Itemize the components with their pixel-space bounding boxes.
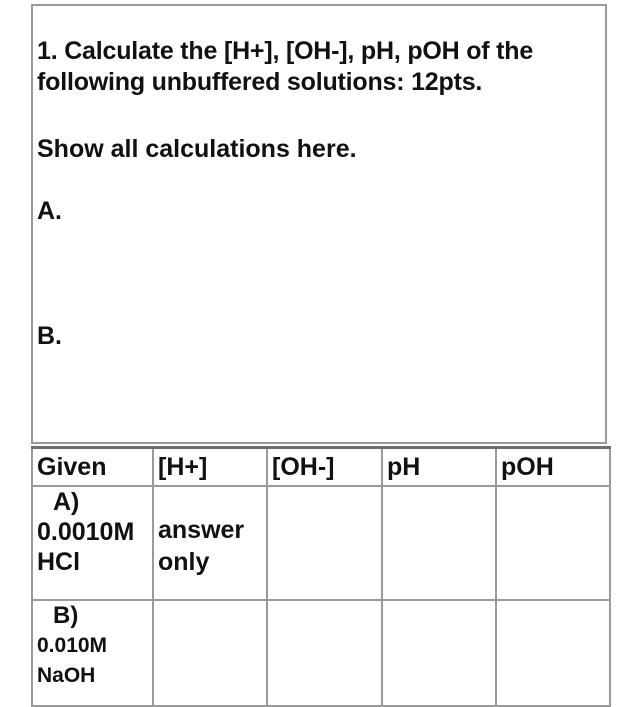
ph-cell-a[interactable] — [382, 486, 496, 600]
table-header-row — [32, 448, 610, 487]
table-row — [32, 486, 610, 600]
header-oh-minus: [OH-] — [267, 448, 382, 487]
table-row — [32, 600, 610, 706]
poh-cell-b[interactable] — [496, 600, 610, 706]
question-title: 1. Calculate the [H+], [OH-], pH, pOH of the following unbuffered solutions: 12pts. — [37, 37, 534, 96]
header-given: Given — [32, 448, 153, 487]
header-ph: pH — [382, 448, 496, 487]
given-cell-a — [32, 486, 153, 600]
part-a-label: A. — [37, 197, 62, 225]
header-poh: pOH — [496, 448, 610, 487]
row-b-label: B) — [53, 602, 79, 629]
poh-cell-a[interactable] — [496, 486, 610, 600]
header-h-plus: [H+] — [153, 448, 267, 487]
row-a-label: A) — [53, 488, 80, 516]
h-plus-cell-b[interactable] — [153, 600, 267, 706]
row-a-concentration: 0.0010M — [37, 518, 135, 546]
instructions-text: Show all calculations here. — [37, 135, 357, 163]
given-cell-b — [32, 600, 153, 706]
row-b-solute: NaOH — [37, 664, 96, 687]
ph-cell-b[interactable] — [382, 600, 496, 706]
row-a-solute: HCl — [37, 548, 81, 576]
answer-note-line1: answer — [158, 516, 245, 544]
h-plus-cell-a[interactable] — [153, 486, 267, 600]
part-b-label: B. — [37, 322, 62, 350]
row-b-concentration: 0.010M — [37, 634, 108, 657]
answer-table — [31, 446, 611, 707]
oh-minus-cell-a[interactable] — [267, 486, 382, 600]
answer-note-line2: only — [158, 548, 210, 576]
oh-minus-cell-b[interactable] — [267, 600, 382, 706]
